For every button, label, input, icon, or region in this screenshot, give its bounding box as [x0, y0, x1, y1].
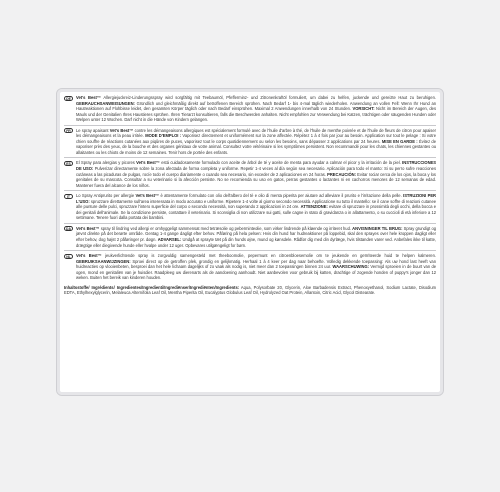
body-text: Allergiejuckreiz-Linderungsspray wird sorgfältig mit Teebaumöl, Pfefferminz- und Zitronenkraftöl formuliert, um dabei zu helfen, juckende und gereizte Haut zu beruhigen.: [100, 95, 436, 100]
body-text: Spray grundigt og jævnt direkte på det berørte område. Gentag 1-4 gange dagligt efter behov. Påføring på hela pelsen: Hvis din hund har hudreaktioner på loppebid, skal den sprayes over hele kroppen dagligt eller efter behov, dog højst 2 påføringer pr. døgn.: [76, 225, 436, 243]
bold-text: Vet's Best™: [76, 253, 102, 259]
section-text: [76, 226, 436, 248]
ingredients-section: [64, 285, 436, 298]
product-label: [56, 88, 444, 396]
body-text: Évitez de vaporiser près des yeux, de la bouche et des organes génitaux de votre animal. Consultez votre vétérinaire si les symptômes persistent. Non recommandé pour les chats, les chiennes gestantes ou allaitantes ou les chiots de moins de 12 semaines. Tenir hors de portée des enfants.: [76, 138, 436, 155]
bold-text: PRECAUCIÓN:: [327, 171, 356, 177]
ingredients-list: Aqua, Polysorbate 20, Glycerin, Aloe Barbadensis Extract, Phenoxyethanol, Sodium Lactate, Disodium EDTA, Ethylhexylglycerin, Melaleuca Alternifolia Leaf Oil, Mentha Piperita Oil, Eucalyptus Globulus Leaf Oil, Hydrolyzed Oat Protein, Allantoin, Citric Acid, Glycol Distearate.: [64, 284, 437, 296]
bold-text: Vet's Best™: [76, 95, 101, 100]
body-text: è attentamente formulato con olio dell'albero del tè e olio di menta piperita per aiutare ad alleviare il prurito e l'irritazione della pelle.: [159, 193, 404, 199]
bold-text: ISTRUZIONI PER L'USO:: [76, 193, 437, 204]
bold-text: MODE D'EMPLOI :: [145, 133, 182, 139]
body-text: contre les démangeaisons allergiques est spécialement formulé avec de l'huile d'arbre à thé, de l'huile de menthe poivrée et de l'huile de fleurs de citron pour apaiser les démangeaisons et la peau irritée.: [76, 127, 436, 139]
bold-text: ATTENZIONE:: [300, 204, 328, 210]
body-text: spray til lindring ved allergi er omhyggeligt sammensat med tetræsolie og peberminteolie, som virker lindrende på kløende og irriteret hud.: [99, 225, 353, 231]
bold-text: INSTRUCCIONES DE USO:: [76, 160, 437, 172]
language-badge: FR: [64, 128, 73, 133]
section-text: [76, 160, 436, 188]
bold-text: MISE EN GARDE :: [381, 138, 418, 144]
language-badge: DE: [64, 96, 73, 101]
language-badge: IT: [64, 194, 73, 199]
body-text: Vermijd sproeien in de buurt van de ogen, mond en genitaliën van je huisdier. Raadpleeg uw dierenarts als de aandoening aanhoudt. Niet aanbevolen voor gebruik bij katten, drachtige of zogende honden of puppy's jonger dan 12 weken. Buiten het bereik van kinderen houden.: [76, 264, 436, 281]
bold-text: Vet's Best™: [109, 127, 134, 133]
body-text: Pulverizar directamente sobre la zona afectada de forma completa y uniforme. Repetir 1-4 veces al día según sea necesario. Aplicación para todo el manto: Si su perro sufre reacciones cutáneas a las picaduras de pulgas, rocíe todo el cuerpo diariamente o cuando sea necesario, sin exceder de 2 aplicaciones en 24 horas.: [76, 166, 437, 177]
bold-text: Vet's Best™: [135, 193, 160, 199]
section-text: [76, 193, 436, 221]
bold-text: WAARSCHUWING:: [332, 264, 370, 270]
section-it: [64, 193, 436, 224]
bold-text: VORSICHT:: [352, 106, 375, 112]
section-fr: [64, 128, 436, 159]
bold-text: GEBRAUCHSANWEISUNGEN:: [76, 100, 135, 106]
bold-text: Vet's Best™: [76, 225, 100, 231]
section-text: [76, 128, 436, 156]
body-text: Nicht im Bereich der Augen, des Mauls und der Genitalien Ihres Haustieres sprühen. Ihren Tierarzt konsultieren, falls die Beschwerden anhalten. Nicht empfohlen zur Verwendung bei Katzen, trächtigen oder säugenden Hunden oder Welpen unter 12 Wochen. Darf nicht in die Hände von Kindern gelangen.: [76, 106, 436, 123]
language-badge: DA: [64, 226, 73, 231]
body-text: Evitar rociar cerca de los ojos, la boca y los genitales de su mascota. Consultar a su veterinario si la afección persiste. No se recomienda su uso en gatos, perras gestantes o lactantes ni en cachorros menores de 12 semanas de edad. Mantener fuera del alcance de los niños.: [76, 171, 436, 188]
language-badge: NL: [64, 254, 73, 259]
body-text: evitare di spruzzare in prossimità degli occhi, della bocca e dei genitali dell'animale. Se la condizione persiste, contattare il veterinario. Si sconsiglia di non utilizzare sui gatti, sulle cagne in stato di gravidanza o in allattamento, o su cuccioli di età inferiore a 12 settimane. Tenere fuori dalla portata dei bambini.: [76, 204, 437, 221]
body-text: Le spray apaisant: [76, 127, 110, 133]
bold-text: Vet's Best™: [136, 160, 160, 166]
body-text: Lo Spray Antiprurito per allergie: [76, 193, 136, 199]
language-badge: ES: [64, 161, 73, 166]
body-text: Vaporisez directement et uniformément sur la zone affectée. Répétez 1 à 4 fois par jour au besoin. Application sur tout le pelage : Si votre chien souffre de réactions cutanées aux piqûres de puces, vaporisez tout le corps quotidiennement ou selon les besoins, sans dépasser 2 applications par 24 heures.: [76, 133, 436, 144]
body-text: spruzzare direttamente sull'area interessata in modo accurato e uniforme. Ripetere 1-4 volte al giorno secondo necessità. Applicazione su tutto il mantello: se il cane soffre di reazioni cutanee alle punture delle pulci, spruzzare l'intero superficie del corpo o secondo necessità, non superando 2 applicazioni in 24 ore.: [76, 198, 436, 210]
bold-text: ADVARSEL:: [157, 237, 182, 243]
body-text: Gründlich und gleichmäßig direkt auf betroffenen Bereich sprühen. Nach Bedarf 1- bis 4-mal täglich wiederholen. Anwendung an vollen Fell: Wenn Ihr Hund an Hautreaktionen auf Flohbisse leidet, den gesamten Körper täglich oder nach Bedarf einsprühen. Maximal 2 Anwendungen innerhalb von 24 Stunden.: [76, 100, 436, 112]
body-text: Sproei direct op de getroffen plek, grondig en gelijkmatig. Herhaal 1 à 4 keer per dag naar behoefte. Volledig dekkende toepassing: Als uw hond last heeft van huidreacties op vlooienbeten, besproei dan het hele lichaam dagelijks of zo vaak als nodig is, niet meer dan 2 toepassingen binnen 24 uur.: [76, 258, 436, 270]
section-text: [76, 95, 436, 123]
ingredients-text: [64, 285, 436, 296]
section-de: [64, 95, 436, 126]
body-text: está cuidadosamente formulado con aceite de árbol de té y aceite de menta para ayudar a calmar el picor y la irritación de la piel.: [159, 160, 403, 166]
section-es: [64, 160, 436, 191]
bold-text: GEBRUIKSAANWIJZINGEN:: [76, 258, 131, 264]
section-nl: [64, 253, 436, 283]
language-sections: [64, 95, 436, 283]
ingredients-label: Inhaltsstoffe/ Ingrédients/ Ingredientes/Ingredienti/Ingrediënser/Ingrediënten/Ingredients:: [64, 284, 240, 290]
bold-text: ANVISNINGER TIL BRUG:: [352, 225, 403, 231]
body-text: Undgå at sprayte tæt på din hunds øjne, mund og kønsdele. Rådfør dig med din dyrlæge, hvis tilstanden varer ved. Anbefales ikke til katte, drægtige eller diegivende hunde eller hvalpe under 12 uger. Opbevares utilgængeligt for børn.: [76, 237, 436, 248]
section-text: [76, 253, 436, 281]
body-text: jeukverlichtende spray is zorgvuldig samengesteld met theeboomolie, pepermunt en citroenbloesemolie om te jeukende en geïrriteerde huid te helpen kalmeren.: [101, 253, 436, 259]
body-text: El Spray para alergias y picores: [76, 160, 137, 166]
section-da: [64, 226, 436, 251]
